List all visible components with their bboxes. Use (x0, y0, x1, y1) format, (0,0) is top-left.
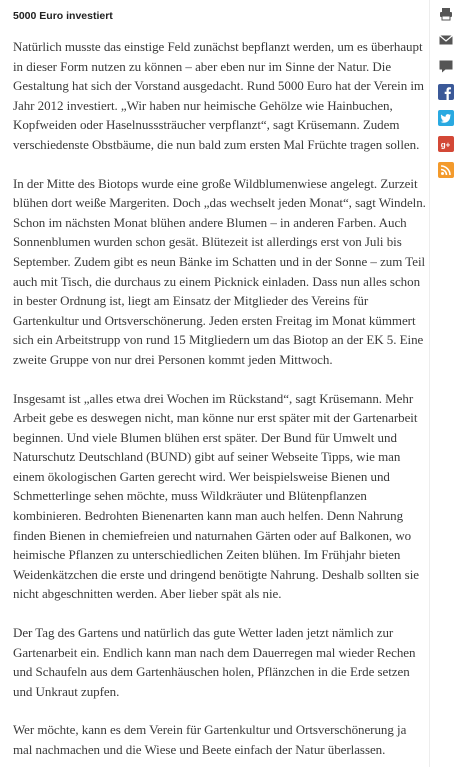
facebook-button[interactable] (436, 82, 456, 102)
comment-button[interactable] (436, 56, 456, 76)
facebook-icon (438, 84, 454, 100)
googleplus-button[interactable] (436, 134, 456, 154)
rss-icon (438, 162, 454, 178)
sidebar-divider (429, 0, 430, 767)
email-button[interactable] (436, 30, 456, 50)
rss-button[interactable] (436, 160, 456, 180)
twitter-button[interactable] (436, 108, 456, 128)
print-icon (439, 7, 453, 21)
svg-text:g+: g+ (440, 140, 451, 150)
section-heading: 5000 Euro investiert (13, 10, 113, 22)
paragraph-5: Wer möchte, kann es dem Verein für Gartenkultur und Ortsverschönerung ja mal nachmachen und die Wiese und Beete einfach der Natur überlassen. (13, 722, 407, 757)
email-icon (439, 34, 453, 46)
share-sidebar (434, 4, 458, 186)
print-button[interactable] (436, 4, 456, 24)
comment-icon (439, 60, 453, 73)
twitter-icon (438, 110, 454, 126)
paragraph-4: Der Tag des Gartens und natürlich das gute Wetter laden jetzt nämlich zur Gartenarbeit ein. Endlich kann man nach dem Dauerregen mal wieder Rechen und Schaufeln aus dem Gartenhäuschen holen, Pflänzchen in die Erde setzen und Unkraut zupfen. (13, 625, 416, 699)
paragraph-1: Natürlich musste das einstige Feld zunächst bepflanzt werden, um es überhaupt in dieser Form nutzen zu können – aber eben nur im Sinne der Natur. Die Gestaltung hat sich der Vorstand ausgedacht. Rund 5000 Euro hat der Verein im Jahr 2012 investiert. „Wir haben nur heimische Gehölze wie Hainbuchen, Kopfweiden oder Haselnusssträucher verpflanzt“, sagt Krüsemann. Zudem verschiedenste Obstbäume, die nun bald zum ersten Mal Früchte tragen sollen. (13, 39, 424, 152)
googleplus-icon (438, 136, 454, 152)
article-body (13, 0, 427, 779)
paragraph-2: In der Mitte des Biotops wurde eine große Wildblumenwiese angelegt. Zurzeit blühen dort weiße Margeriten. Doch „das wechselt jeden Monat“, sagt Windeln. Schon im nächsten Monat blühen andere Blumen – in anderen Farben. Auch Sonnenblumen wurden schon gesät. Blütezeit ist allerdings erst von Juli bis September. Zudem gibt es neun Bänke im Schatten und in der Sonne – zum Teil auch mit Tisch, die durchaus zu einem Picknick einladen. Dass nun alles schon in bester Ordnung ist, liegt am Einsatz der Mitglieder des Vereins für Gartenkultur und Ortsverschönerung. Jeden ersten Freitag im Monat kümmert sich ein Arbeitstrupp von rund 15 Mitgliedern um das Biotop an der EK 5. Eine zweite Gruppe von nur drei Personen kommt jeden Mittwoch. (13, 175, 426, 367)
paragraph-3: Insgesamt ist „alles etwa drei Wochen im Rückstand“, sagt Krüsemann. Mehr Arbeit gebe es deswegen nicht, man könne nur erst später mit der Gartenarbeit beginnen. Und viele Blumen blühen erst später. Der Bund für Umwelt und Naturschutz Deutschland (BUND) gibt auf seiner Webseite Tipps, wie man einem ökologischen Garten gerecht wird. Wer beispielsweise Bienen und Schmetterlinge sehen möchte, muss Wildkräuter und Blütenpflanzen kombinieren. Bedrohten Bienenarten kann man auch helfen. Denn Nahrung finden Bienen in chemiefreien und naturnahen Gärten oder auf Balkonen, wo heimische Pflanzen zu unterschiedlichen Zeiten blühen. Im Frühjahr bieten Weidenkätzchen die erste und dringend benötigte Nahrung. Deshalb sollten sie nicht abgeschnitten werden. Aber lieber spät als nie. (13, 390, 419, 602)
